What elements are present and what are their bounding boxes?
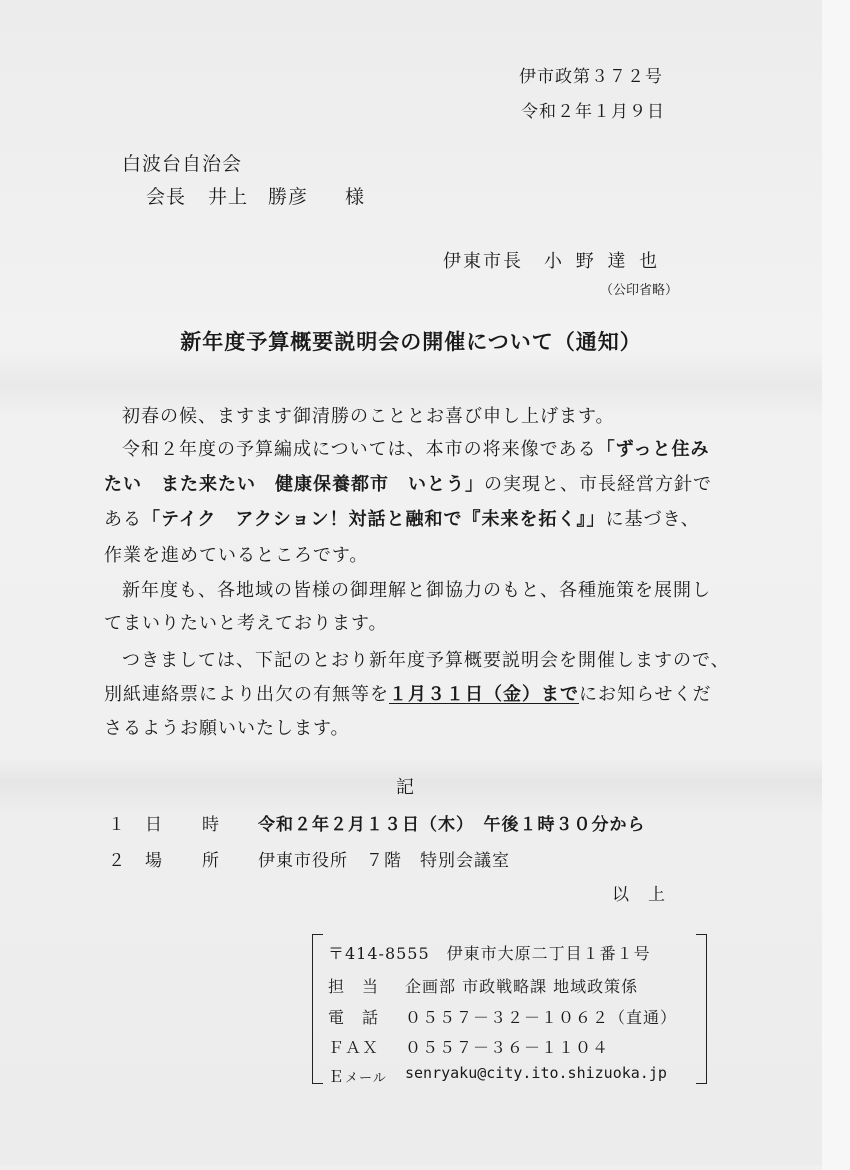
item-value: 令和２年２月１３日（木） 午後１時３０分から bbox=[258, 815, 646, 835]
contact-phone: ０５５７－３２－１０６２（直通） bbox=[405, 1008, 678, 1027]
contact-address: 〒414-8555 伊東市大原二丁目１番１号 bbox=[328, 944, 651, 963]
item-label: 場 bbox=[145, 851, 163, 871]
item-datetime bbox=[108, 810, 708, 834]
contact-bracket-right bbox=[696, 934, 707, 1084]
body-line-1: 初春の候、ますます御清勝のこととお喜び申し上げます。 bbox=[122, 406, 615, 427]
city-vision-text: たい また来たい 健康保養都市 いとう」 bbox=[104, 474, 484, 495]
item-label: 日 bbox=[145, 815, 163, 835]
document-title: 新年度予算概要説明会の開催について（通知） bbox=[180, 330, 642, 354]
contact-fax-label: ＦＡＸ bbox=[328, 1038, 380, 1057]
body-line-4 bbox=[104, 505, 700, 531]
body-text: に基づき、 bbox=[605, 509, 700, 530]
contact-department: 企画部 市政戦略課 地域政策係 bbox=[405, 977, 639, 996]
body-text: ある bbox=[104, 509, 142, 530]
body-line-10: さるようお願いいたします。 bbox=[104, 718, 350, 739]
addressee-title: 会長 bbox=[146, 186, 187, 208]
body-line-7: てまいりたいと考えております。 bbox=[104, 613, 388, 634]
document-date: 令和２年１月９日 bbox=[521, 102, 665, 122]
body-line-8: つきましては、下記のとおり新年度予算概要説明会を開催しますので、 bbox=[122, 650, 730, 671]
addressee-organization: 白波台自治会 bbox=[122, 153, 243, 175]
deadline-text: １月３１日（金）まで bbox=[389, 684, 579, 705]
item-number: ２ bbox=[108, 851, 126, 871]
body-line-5: 作業を進めているところです。 bbox=[104, 545, 369, 566]
sender-name: 小 野 達 也 bbox=[544, 251, 662, 272]
contact-tanto-label: 担 当 bbox=[328, 977, 380, 996]
item-number: １ bbox=[108, 815, 126, 835]
sender-title: 伊東市長 bbox=[443, 251, 523, 272]
city-vision-text: 「ずっと住み bbox=[596, 439, 710, 460]
item-location bbox=[108, 846, 708, 870]
contact-bracket-left bbox=[312, 934, 323, 1084]
email-label-e: Ｅ bbox=[328, 1067, 346, 1086]
contact-email[interactable]: senryaku@city.ito.shizuoka.jp bbox=[405, 1064, 667, 1082]
ki-heading: 記 bbox=[396, 777, 415, 798]
body-text: 令和２年度の予算編成については、本市の将来像である bbox=[122, 439, 597, 460]
item-label: 所 bbox=[202, 851, 220, 871]
contact-email-label bbox=[328, 1064, 387, 1087]
contact-tel-label: 電 話 bbox=[328, 1008, 380, 1027]
body-line-3 bbox=[104, 470, 712, 496]
body-text: にお知らせくだ bbox=[579, 684, 712, 705]
body-text: 別紙連絡票により出欠の有無等を bbox=[104, 684, 389, 705]
body-text: の実現と、市長経営方針で bbox=[484, 474, 712, 495]
email-label-rest: メール bbox=[345, 1071, 387, 1086]
item-value: 伊東市役所 ７階 特別会議室 bbox=[258, 851, 510, 871]
policy-text: 「テイク アクション！対話と融和で『未来を拓く』」 bbox=[142, 509, 606, 530]
body-line-9 bbox=[104, 680, 711, 706]
contact-fax: ０５５７－３６－１１０４ bbox=[405, 1038, 610, 1057]
body-line-2 bbox=[122, 435, 710, 461]
scan-margin bbox=[822, 0, 850, 1170]
body-line-6: 新年度も、各地域の皆様の御理解と御協力のもと、各種施策を展開し bbox=[122, 580, 711, 601]
item-label: 時 bbox=[202, 815, 220, 835]
document-number: 伊市政第３７２号 bbox=[519, 67, 663, 87]
addressee-honorific: 様 bbox=[345, 186, 366, 208]
addressee-name: 井上 勝彦 bbox=[208, 186, 309, 208]
closing-ijo: 以 上 bbox=[612, 885, 666, 905]
seal-omitted-note: （公印省略） bbox=[600, 283, 679, 298]
